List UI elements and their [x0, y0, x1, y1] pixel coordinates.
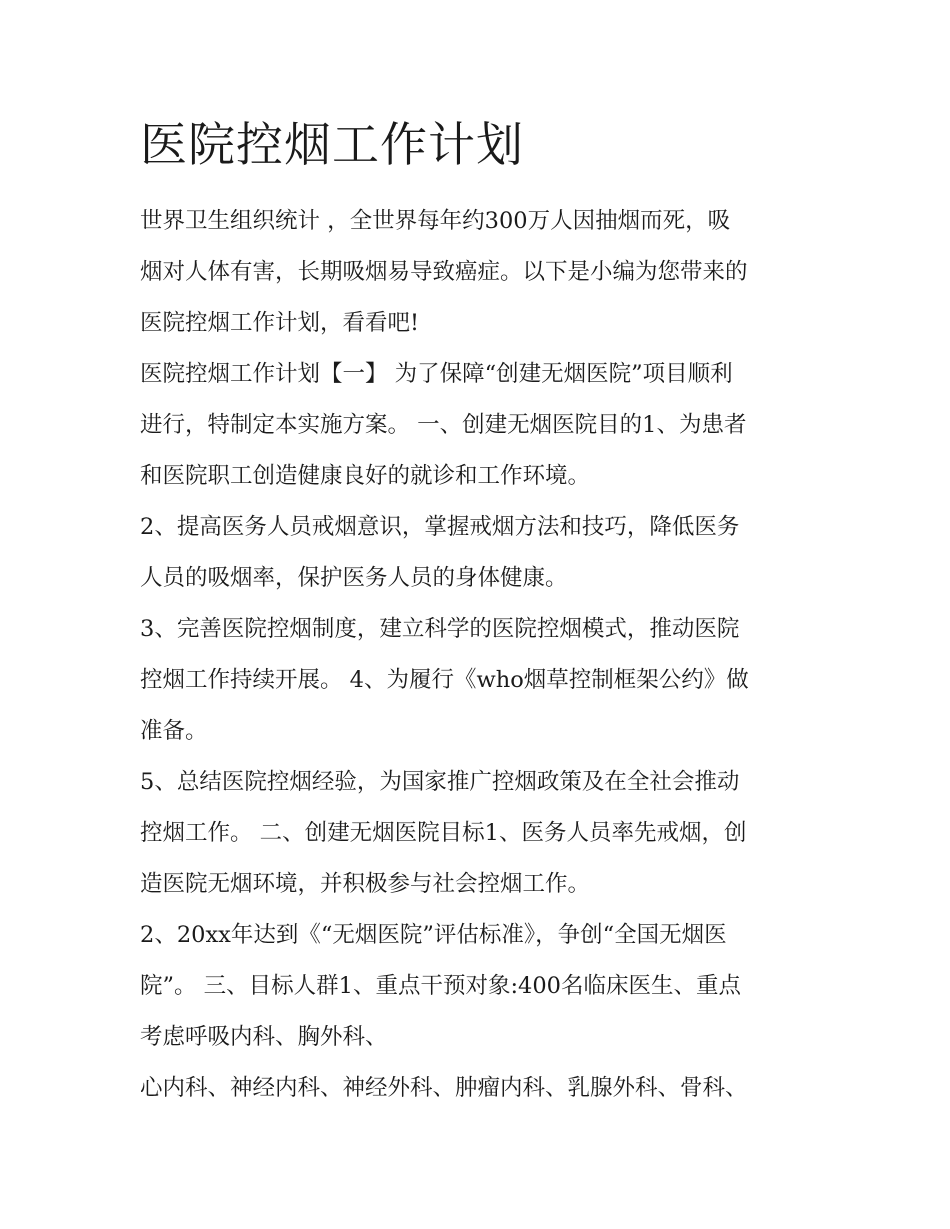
body-line: 医院控烟工作计划，看看吧!	[140, 310, 420, 336]
body-line: 院”。 三、目标人群1、重点干预对象:400名临床医生、重点	[140, 973, 741, 999]
body-line: 世界卫生组织统计 ，全世界每年约300万人因抽烟而死，吸	[140, 208, 731, 234]
body-line: 控烟工作持续开展。 4、为履行《who烟草控制框架公约》做	[140, 667, 749, 693]
body-line: 烟对人体有害，长期吸烟易导致癌症。以下是小编为您带来的	[140, 259, 748, 285]
body-line: 控烟工作。 二、创建无烟医院目标1、医务人员率先戒烟，创	[140, 820, 747, 846]
body-line: 5、总结医院控烟经验，为国家推广控烟政策及在全社会推动	[140, 769, 740, 795]
body-line: 心内科、神经内科、神经外科、肿瘤内科、乳腺外科、骨科、	[140, 1075, 748, 1101]
body-line: 医院控烟工作计划【一】 为了保障“创建无烟医院”项目顺利	[140, 361, 733, 387]
body-line: 和医院职工创造健康良好的就诊和工作环境。	[140, 463, 591, 489]
body-line: 准备。	[140, 718, 208, 744]
body-line: 人员的吸烟率，保护医务人员的身体健康。	[140, 565, 568, 591]
body-line: 考虑呼吸内科、胸外科、	[140, 1024, 388, 1050]
body-line: 2、20xx年达到《“无烟医院”评估标准》，争创“全国无烟医	[140, 922, 727, 948]
document-title: 医院控烟工作计划	[140, 118, 524, 173]
body-line: 2、提高医务人员戒烟意识，掌握戒烟方法和技巧，降低医务	[140, 514, 740, 540]
body-line: 3、完善医院控烟制度，建立科学的医院控烟模式，推动医院	[140, 616, 740, 642]
body-line: 进行，特制定本实施方案。 一、创建无烟医院目的1、为患者	[140, 412, 747, 438]
body-line: 造医院无烟环境，并积极参与社会控烟工作。	[140, 871, 591, 897]
